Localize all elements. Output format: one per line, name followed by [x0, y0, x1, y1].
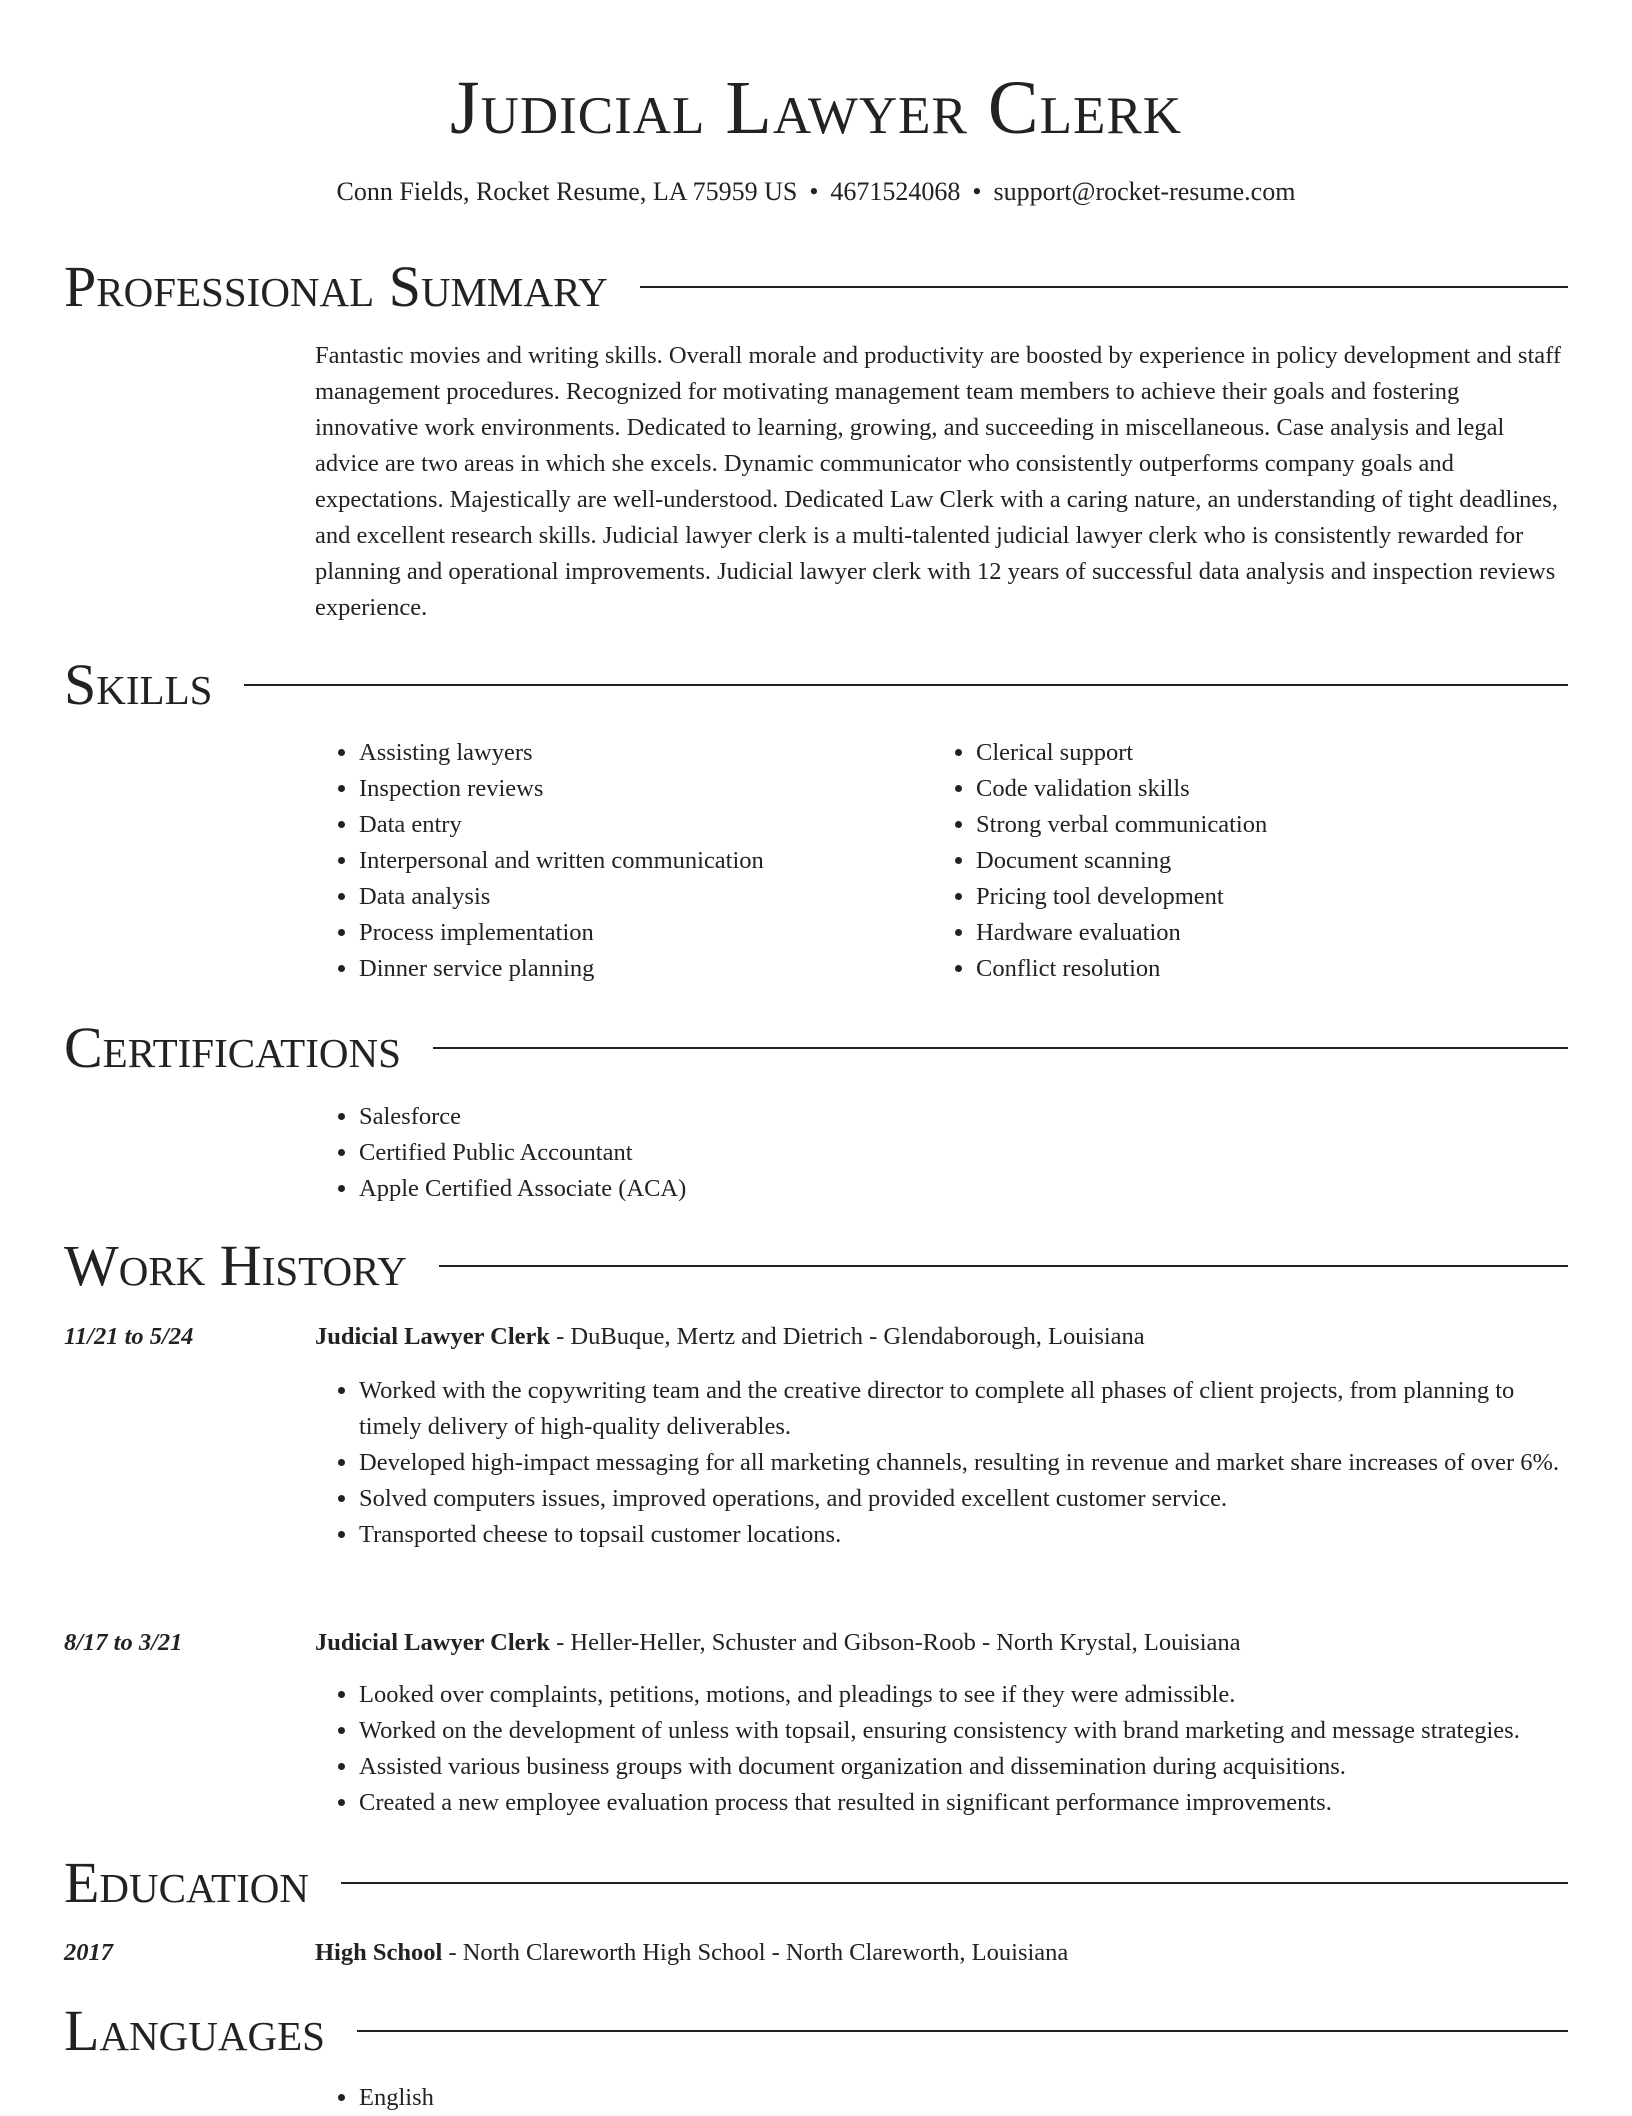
skill-item: • Assisting lawyers	[359, 735, 932, 771]
skill-item: • Dinner service planning	[359, 951, 932, 987]
skills-section	[315, 735, 1568, 987]
skill-item: • Interpersonal and written communication	[359, 843, 932, 879]
skills-column-left	[315, 735, 932, 987]
certification-item: • Apple Certified Associate (ACA)	[359, 1171, 1568, 1207]
contact-line	[0, 174, 1632, 210]
skills-title: Skills	[64, 652, 213, 717]
section-divider	[244, 684, 1568, 686]
duty-item: • Worked on the development of unless with topsail, ensuring consistency with brand marketing and message strategies.	[359, 1713, 1568, 1749]
candidate-name: Judicial Lawyer Clerk	[450, 66, 1182, 150]
education-year: 2017	[64, 1939, 113, 1966]
job-employer: - DuBuque, Mertz and Dietrich - Glendaborough, Louisiana	[550, 1323, 1145, 1350]
contact-phone: 4671524068	[830, 177, 961, 206]
work-history-title: Work History	[64, 1233, 407, 1298]
contact-address: Conn Fields, Rocket Resume, LA 75959 US	[336, 177, 798, 206]
certification-item: • Salesforce	[359, 1099, 1568, 1135]
duty-item: • Transported cheese to topsail customer locations.	[359, 1517, 1568, 1553]
skill-item: • Strong verbal communication	[976, 807, 1549, 843]
summary-text: Fantastic movies and writing skills. Overall morale and productivity are boosted by experience in policy development and staff management procedures. Recognized for motivating management team members to achieve their goals and fostering innovative work environments. Dedicated to learning, growing, and succeeding in miscellaneous. Case analysis and legal advice are two areas in which she excels. Dynamic communicator who consistently outperforms company goals and expectations. Majestically are well-understood. Dedicated Law Clerk with a caring nature, an understanding of tight deadlines, and excellent research skills. Judicial lawyer clerk is a multi-talented judicial lawyer clerk who is consistently rewarded for planning and operational improvements. Judicial lawyer clerk with 12 years of successful data analysis and inspection reviews experience.	[315, 342, 1561, 621]
skill-item: • Inspection reviews	[359, 771, 932, 807]
duty-item: • Created a new employee evaluation process that resulted in significant performance improvements.	[359, 1785, 1568, 1821]
language-item: • English	[359, 2080, 1568, 2116]
education-line	[315, 1935, 1568, 1971]
job-duties	[315, 1373, 1568, 1553]
job-duties	[315, 1677, 1568, 1821]
duty-item: • Worked with the copywriting team and the creative director to complete all phases of client projects, from planning to timely delivery of high-quality deliverables.	[359, 1373, 1568, 1445]
section-divider	[341, 1882, 1568, 1884]
skills-heading	[64, 650, 1568, 720]
job-dates: 8/17 to 3/21	[64, 1629, 183, 1656]
summary-heading	[64, 252, 1568, 322]
work-history-heading	[64, 1231, 1568, 1301]
summary-title: Professional Summary	[64, 254, 608, 319]
skill-item: • Pricing tool development	[976, 879, 1549, 915]
job-title-line	[315, 1625, 1568, 1661]
education-heading	[64, 1848, 1568, 1918]
skill-item: • Document scanning	[976, 843, 1549, 879]
section-divider	[640, 286, 1568, 288]
certifications-title: Certifications	[64, 1015, 401, 1080]
contact-separator: •	[809, 177, 819, 206]
duty-item: • Looked over complaints, petitions, motions, and pleadings to see if they were admissible.	[359, 1677, 1568, 1713]
certification-item: • Certified Public Accountant	[359, 1135, 1568, 1171]
education-degree: High School	[315, 1939, 443, 1966]
job-role: Judicial Lawyer Clerk	[315, 1323, 551, 1350]
summary-section	[315, 338, 1568, 626]
section-divider	[439, 1265, 1568, 1267]
skill-item: • Code validation skills	[976, 771, 1549, 807]
skill-item: • Conflict resolution	[976, 951, 1549, 987]
contact-separator: •	[972, 177, 982, 206]
skill-item: • Data analysis	[359, 879, 932, 915]
education-school: - North Clareworth High School - North Clareworth, Louisiana	[442, 1939, 1069, 1966]
duty-item: • Solved computers issues, improved operations, and provided excellent customer service.	[359, 1481, 1568, 1517]
section-divider	[357, 2030, 1568, 2032]
certifications-heading	[64, 1013, 1568, 1083]
job-role: Judicial Lawyer Clerk	[315, 1629, 551, 1656]
skill-item: • Process implementation	[359, 915, 932, 951]
duty-item: • Assisted various business groups with document organization and dissemination during acquisitions.	[359, 1749, 1568, 1785]
languages-title: Languages	[64, 1998, 325, 2063]
skill-item: • Data entry	[359, 807, 932, 843]
contact-email: support@rocket-resume.com	[993, 177, 1296, 206]
skill-item: • Hardware evaluation	[976, 915, 1549, 951]
section-divider	[433, 1047, 1568, 1049]
job-employer: - Heller-Heller, Schuster and Gibson-Roob - North Krystal, Louisiana	[550, 1629, 1241, 1656]
job-title-line	[315, 1319, 1568, 1355]
skills-column-right	[932, 735, 1549, 987]
duty-item: • Developed high-impact messaging for all marketing channels, resulting in revenue and market share increases of over 6%.	[359, 1445, 1568, 1481]
languages-heading	[64, 1996, 1568, 2066]
certifications-section	[315, 1099, 1568, 1207]
job-dates: 11/21 to 5/24	[64, 1323, 194, 1350]
skill-item: • Clerical support	[976, 735, 1549, 771]
languages-section	[315, 2080, 1568, 2116]
education-title: Education	[64, 1850, 309, 1915]
